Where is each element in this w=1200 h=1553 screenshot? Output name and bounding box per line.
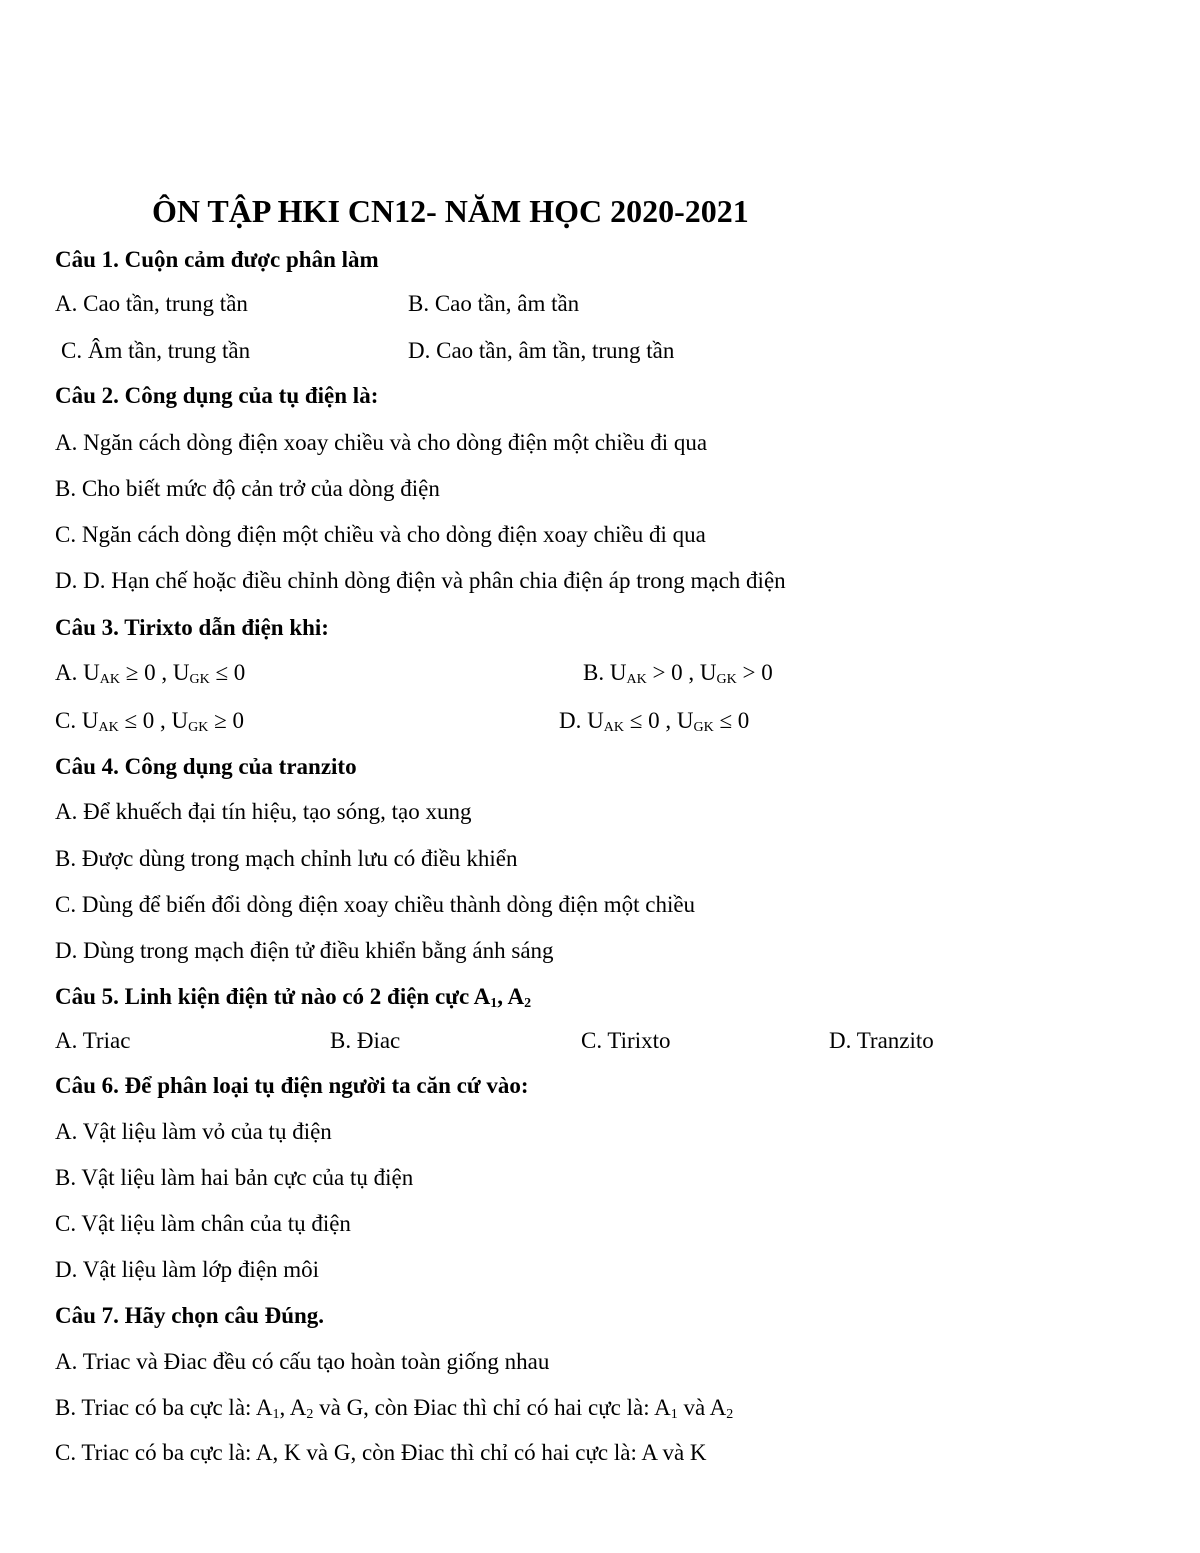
q4-option-b: B. Được dùng trong mạch chỉnh lưu có điều khiển xyxy=(55,846,518,871)
q1-option-c: C. Âm tần, trung tần xyxy=(61,338,251,363)
q4-option-d: D. Dùng trong mạch điện tử điều khiển bằng ánh sáng xyxy=(55,938,554,963)
q6-option-a: A. Vật liệu làm vỏ của tụ điện xyxy=(55,1119,332,1144)
question-4: Câu 4. Công dụng của tranzito xyxy=(55,754,357,779)
question-5: Câu 5. Linh kiện điện tử nào có 2 điện cực $A_1$, $A_2$ xyxy=(55,984,532,1011)
q3-option-d: D. $U_{AK} \le 0$ , $U_{GK} \le 0$ xyxy=(559,708,750,735)
q4-option-a: A. Để khuếch đại tín hiệu, tạo sóng, tạo xung xyxy=(55,799,472,824)
q2-option-d: D. D. Hạn chế hoặc điều chỉnh dòng điện và phân chia điện áp trong mạch điện xyxy=(55,568,786,593)
q4-option-c: C. Dùng để biến đổi dòng điện xoay chiều thành dòng điện một chiều xyxy=(55,892,696,917)
q1-option-b: B. Cao tần, âm tần xyxy=(408,291,580,316)
q3-option-a: A. $U_{AK} \ge 0$ , $U_{GK} \le 0$ xyxy=(55,660,246,687)
page-title: ÔN TẬP HKI CN12- NĂM HỌC 2020-2021 xyxy=(152,193,749,229)
q6-option-c: C. Vật liệu làm chân của tụ điện xyxy=(55,1211,351,1236)
question-3: Câu 3. Tirixto dẫn điện khi: xyxy=(55,615,329,640)
q6-option-b: B. Vật liệu làm hai bản cực của tụ điện xyxy=(55,1165,414,1190)
q2-option-a: A. Ngăn cách dòng điện xoay chiều và cho dòng điện một chiều đi qua xyxy=(55,430,708,455)
q3-option-b: B. $U_{AK} > 0$ , $U_{GK} > 0$ xyxy=(583,660,773,687)
q2-option-b: B. Cho biết mức độ cản trở của dòng điện xyxy=(55,476,440,501)
q5-option-b: B. Điac xyxy=(330,1028,401,1053)
question-2: Câu 2. Công dụng của tụ điện là: xyxy=(55,383,379,408)
q6-option-d: D. Vật liệu làm lớp điện môi xyxy=(55,1257,320,1282)
q5-option-a: A. Triac xyxy=(55,1028,131,1053)
question-1: Câu 1. Cuộn cảm được phân làm xyxy=(55,247,379,272)
question-7: Câu 7. Hãy chọn câu Đúng. xyxy=(55,1303,325,1328)
question-6: Câu 6. Để phân loại tụ điện người ta căn cứ vào: xyxy=(55,1073,529,1098)
q5-option-c: C. Tirixto xyxy=(581,1028,671,1053)
q3-option-c: C. $U_{AK} \le 0$ , $U_{GK} \ge 0$ xyxy=(55,708,245,735)
q7-option-a: A. Triac và Điac đều có cấu tạo hoàn toàn giống nhau xyxy=(55,1349,550,1374)
q1-option-d: D. Cao tần, âm tần, trung tần xyxy=(408,338,675,363)
q2-option-c: C. Ngăn cách dòng điện một chiều và cho dòng điện xoay chiều đi qua xyxy=(55,522,706,547)
q7-option-c: C. Triac có ba cực là: A, K và G, còn Điac thì chỉ có hai cực là: A và K xyxy=(55,1440,707,1465)
q5-option-d: D. Tranzito xyxy=(829,1028,934,1053)
q1-option-a: A. Cao tần, trung tần xyxy=(55,291,248,316)
q7-option-b: B. Triac có ba cực là: $A_1$, $A_2$ và G, còn Điac thì chỉ có hai cực là: $A_1$ và $A_2$ xyxy=(55,1395,734,1422)
